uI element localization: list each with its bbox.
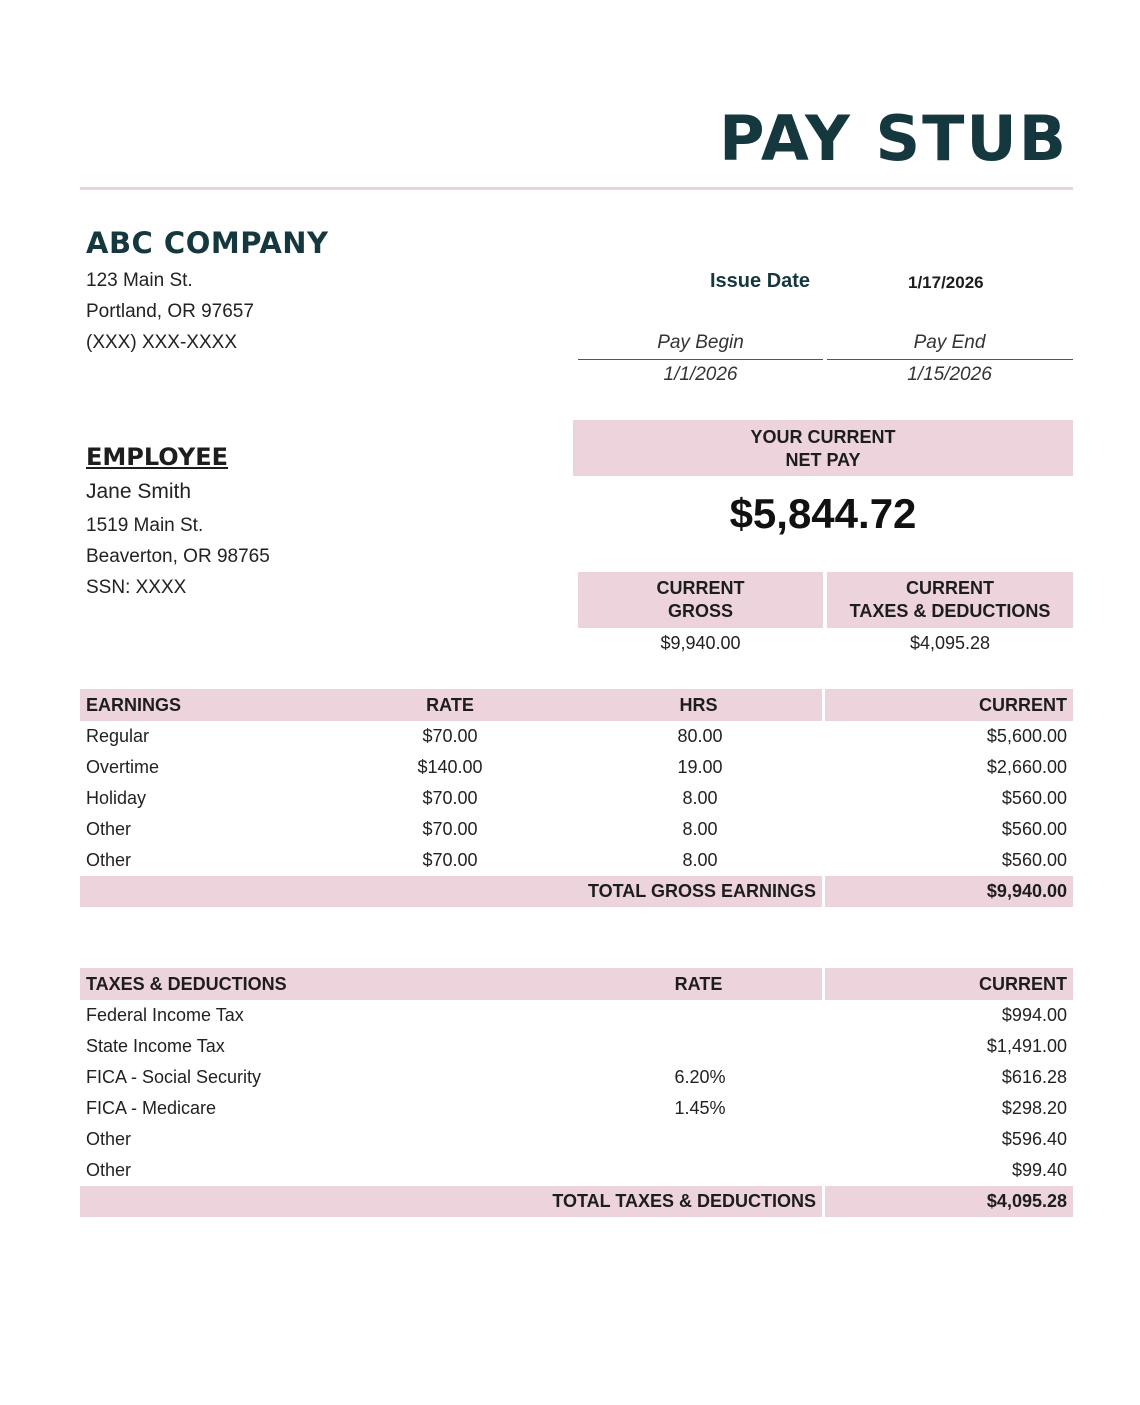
company-name: ABC COMPANY [86,226,329,260]
current-taxes-header [827,572,1073,628]
earnings-header-item: EARNINGS [80,689,325,721]
table-row [80,1000,1073,1031]
earnings-rate: $70.00 [422,788,478,808]
current-gross-label-line1: CURRENT [656,578,745,598]
deductions-header-item: TAXES & DEDUCTIONS [80,968,575,1000]
earnings-rate: $70.00 [422,819,478,839]
current-gross-header [578,572,823,628]
earnings-current: $560.00 [1001,819,1067,839]
company-phone: (XXX) XXX-XXXX [86,332,237,353]
employee-name: Jane Smith [86,480,192,503]
deduction-item: Federal Income Tax [86,1005,244,1025]
employee-ssn: SSN: XXXX [86,577,187,598]
earnings-total-row [80,876,1073,907]
earnings-item: Other [86,819,132,839]
deductions-header-rate: RATE [575,968,825,1000]
deduction-current: $99.40 [1011,1160,1067,1180]
issue-date-label: Issue Date [710,270,811,292]
current-taxes-label-line1: CURRENT [906,578,994,598]
page-title: PAY STUB [719,102,1068,175]
deduction-current: $1,491.00 [986,1036,1067,1056]
deductions-table [80,968,1073,1217]
deduction-current: $596.40 [1001,1129,1067,1149]
deduction-item: State Income Tax [86,1036,225,1056]
deduction-rate: 6.20% [674,1067,726,1087]
pay-begin-divider [578,359,823,360]
earnings-hrs: 19.00 [677,757,723,777]
earnings-current: $560.00 [1001,788,1067,808]
deduction-rate [575,1124,825,1155]
issue-date-value: 1/17/2026 [908,273,984,292]
deduction-current: $994.00 [1001,1005,1067,1025]
net-pay-label-line1: YOUR CURRENT [750,427,896,447]
company-address-line2: Portland, OR 97657 [86,301,254,322]
earnings-hrs: 8.00 [682,819,718,839]
pay-end-label: Pay End [913,332,986,353]
table-row [80,1093,1073,1124]
pay-begin-value: 1/1/2026 [663,364,738,385]
earnings-current: $2,660.00 [986,757,1067,777]
employee-address-line1: 1519 Main St. [86,515,204,536]
earnings-current: $5,600.00 [986,726,1067,746]
table-row [80,721,1073,752]
deduction-item: Other [86,1160,132,1180]
title-divider [80,187,1073,190]
table-row [80,1062,1073,1093]
deduction-current: $616.28 [1001,1067,1067,1087]
deductions-total-row [80,1186,1073,1217]
earnings-item: Other [86,850,132,870]
table-row [80,1124,1073,1155]
current-taxes-label-line2: TAXES & DEDUCTIONS [849,601,1051,621]
deductions-header-row [80,968,1073,1000]
employee-address-line2: Beaverton, OR 98765 [86,546,270,567]
earnings-header-rate: RATE [325,689,575,721]
deductions-total-value: $4,095.28 [825,1186,1073,1217]
table-row [80,1031,1073,1062]
employee-heading: EMPLOYEE [86,443,229,471]
earnings-item: Overtime [86,757,160,777]
net-pay-label-line2: NET PAY [785,450,861,470]
net-pay-header [573,420,1073,476]
current-gross-label-line2: GROSS [667,601,733,621]
net-pay-amount: $5,844.72 [729,490,917,537]
deduction-item: Other [86,1129,132,1149]
deduction-rate [575,1031,825,1062]
current-gross-value: $9,940.00 [660,633,741,653]
current-taxes-value: $4,095.28 [909,633,991,653]
earnings-hrs: 8.00 [682,788,718,808]
deductions-header-current: CURRENT [825,968,1073,1000]
earnings-header-current: CURRENT [825,689,1073,721]
earnings-item: Holiday [86,788,147,808]
earnings-rate: $70.00 [422,850,478,870]
table-row [80,752,1073,783]
earnings-item: Regular [86,726,150,746]
deduction-item: FICA - Social Security [86,1067,262,1087]
earnings-hrs: 8.00 [682,850,718,870]
pay-end-divider [827,359,1073,360]
deduction-current: $298.20 [1001,1098,1067,1118]
earnings-table [80,689,1073,907]
table-row [80,783,1073,814]
table-row [80,845,1073,876]
pay-end-value: 1/15/2026 [907,364,992,385]
deduction-item: FICA - Medicare [86,1098,217,1118]
table-row [80,1155,1073,1186]
earnings-rate: $70.00 [422,726,478,746]
pay-begin-label: Pay Begin [657,332,744,353]
earnings-header-hrs: HRS [575,689,825,721]
deductions-total-label: TOTAL TAXES & DEDUCTIONS [80,1186,825,1217]
deduction-rate [575,1000,825,1031]
table-row [80,814,1073,845]
deduction-rate [575,1155,825,1186]
company-address-line1: 123 Main St. [86,270,193,291]
earnings-total-value: $9,940.00 [825,876,1073,907]
earnings-total-label: TOTAL GROSS EARNINGS [80,876,825,907]
earnings-current: $560.00 [1001,850,1067,870]
earnings-hrs: 80.00 [677,726,723,746]
earnings-header-row [80,689,1073,721]
deduction-rate: 1.45% [674,1098,726,1118]
earnings-rate: $140.00 [417,757,483,777]
